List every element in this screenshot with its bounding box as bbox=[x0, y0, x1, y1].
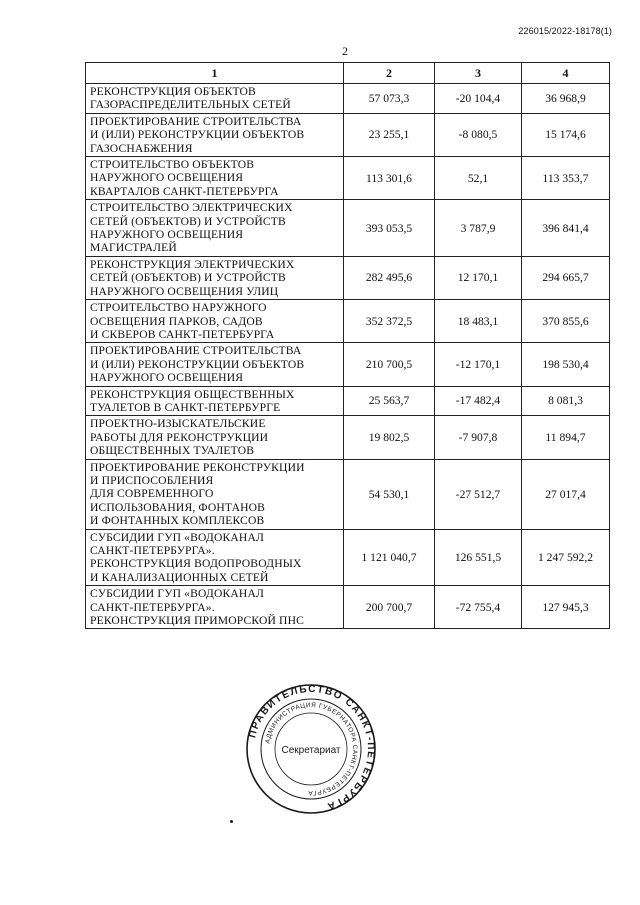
value-col-4: 36 968,9 bbox=[522, 84, 610, 114]
value-col-2: 352 372,5 bbox=[344, 300, 435, 343]
table-row bbox=[86, 529, 610, 586]
row-label: СУБСИДИИ ГУП «ВОДОКАНАЛ САНКТ-ПЕТЕРБУРГА». РЕКОНСТРУКЦИЯ ПРИМОРСКОЙ ПНС bbox=[86, 586, 344, 629]
value-col-4: 294 665,7 bbox=[522, 256, 610, 299]
seal-inner-text: АДМИНИСТРАЦИЯ ГУБЕРНАТОРА САНКТ-ПЕТЕРБУРГА bbox=[264, 701, 359, 797]
value-col-4: 1 247 592,2 bbox=[522, 529, 610, 586]
value-col-2: 54 530,1 bbox=[344, 459, 435, 529]
table-body bbox=[86, 84, 610, 629]
value-col-4: 198 530,4 bbox=[522, 343, 610, 386]
table-header-row bbox=[86, 63, 610, 84]
row-label: РЕКОНСТРУКЦИЯ ЭЛЕКТРИЧЕСКИХ СЕТЕЙ (ОБЪЕКТОВ) И УСТРОЙСТВ НАРУЖНОГО ОСВЕЩЕНИЯ УЛИЦ bbox=[86, 256, 344, 299]
document-id: 226015/2022-18178(1) bbox=[518, 26, 612, 36]
value-col-3: 12 170,1 bbox=[435, 256, 522, 299]
column-header: 2 bbox=[344, 63, 435, 84]
value-col-3: 126 551,5 bbox=[435, 529, 522, 586]
value-col-4: 27 017,4 bbox=[522, 459, 610, 529]
column-header: 3 bbox=[435, 63, 522, 84]
value-col-2: 1 121 040,7 bbox=[344, 529, 435, 586]
table-row bbox=[86, 256, 610, 299]
value-col-2: 25 563,7 bbox=[344, 386, 435, 416]
table-row bbox=[86, 157, 610, 200]
value-col-2: 57 073,3 bbox=[344, 84, 435, 114]
table-row bbox=[86, 343, 610, 386]
table-row bbox=[86, 113, 610, 156]
table-row bbox=[86, 84, 610, 114]
table-row bbox=[86, 459, 610, 529]
row-label: ПРОЕКТНО-ИЗЫСКАТЕЛЬСКИЕ РАБОТЫ ДЛЯ РЕКОНСТРУКЦИИ ОБЩЕСТВЕННЫХ ТУАЛЕТОВ bbox=[86, 416, 344, 459]
value-col-3: 18 483,1 bbox=[435, 300, 522, 343]
row-label: РЕКОНСТРУКЦИЯ ОБЪЕКТОВ ГАЗОРАСПРЕДЕЛИТЕЛЬНЫХ СЕТЕЙ bbox=[86, 84, 344, 114]
row-label: ПРОЕКТИРОВАНИЕ СТРОИТЕЛЬСТВА И (ИЛИ) РЕКОНСТРУКЦИИ ОБЪЕКТОВ ГАЗОСНАБЖЕНИЯ bbox=[86, 113, 344, 156]
value-col-4: 127 945,3 bbox=[522, 586, 610, 629]
row-label: ПРОЕКТИРОВАНИЕ СТРОИТЕЛЬСТВА И (ИЛИ) РЕКОНСТРУКЦИИ ОБЪЕКТОВ НАРУЖНОГО ОСВЕЩЕНИЯ bbox=[86, 343, 344, 386]
value-col-4: 8 081,3 bbox=[522, 386, 610, 416]
table-row bbox=[86, 386, 610, 416]
budget-table bbox=[85, 62, 610, 629]
stray-mark bbox=[230, 820, 233, 823]
row-label: СУБСИДИИ ГУП «ВОДОКАНАЛ САНКТ-ПЕТЕРБУРГА». РЕКОНСТРУКЦИЯ ВОДОПРОВОДНЫХ И КАНАЛИЗАЦИОННЫХ СЕТЕЙ bbox=[86, 529, 344, 586]
seal-outer-text: ПРАВИТЕЛЬСТВО САНКТ-ПЕТЕРБУРГА bbox=[247, 683, 377, 812]
column-header: 1 bbox=[86, 63, 344, 84]
value-col-2: 210 700,5 bbox=[344, 343, 435, 386]
value-col-2: 282 495,6 bbox=[344, 256, 435, 299]
value-col-4: 396 841,4 bbox=[522, 200, 610, 257]
value-col-4: 15 174,6 bbox=[522, 113, 610, 156]
value-col-4: 370 855,6 bbox=[522, 300, 610, 343]
value-col-4: 113 353,7 bbox=[522, 157, 610, 200]
table-row bbox=[86, 300, 610, 343]
value-col-2: 23 255,1 bbox=[344, 113, 435, 156]
column-header: 4 bbox=[522, 63, 610, 84]
value-col-2: 113 301,6 bbox=[344, 157, 435, 200]
value-col-3: -27 512,7 bbox=[435, 459, 522, 529]
row-label: РЕКОНСТРУКЦИЯ ОБЩЕСТВЕННЫХ ТУАЛЕТОВ В САНКТ-ПЕТЕРБУРГЕ bbox=[86, 386, 344, 416]
official-seal bbox=[245, 683, 377, 815]
row-label: СТРОИТЕЛЬСТВО ЭЛЕКТРИЧЕСКИХ СЕТЕЙ (ОБЪЕКТОВ) И УСТРОЙСТВ НАРУЖНОГО ОСВЕЩЕНИЯ МАГИСТРАЛЕЙ bbox=[86, 200, 344, 257]
row-label: СТРОИТЕЛЬСТВО НАРУЖНОГО ОСВЕЩЕНИЯ ПАРКОВ, САДОВ И СКВЕРОВ САНКТ-ПЕТЕРБУРГА bbox=[86, 300, 344, 343]
row-label: СТРОИТЕЛЬСТВО ОБЪЕКТОВ НАРУЖНОГО ОСВЕЩЕНИЯ КВАРТАЛОВ САНКТ-ПЕТЕРБУРГА bbox=[86, 157, 344, 200]
value-col-2: 19 802,5 bbox=[344, 416, 435, 459]
table-row bbox=[86, 586, 610, 629]
value-col-2: 393 053,5 bbox=[344, 200, 435, 257]
value-col-3: -17 482,4 bbox=[435, 386, 522, 416]
table-row bbox=[86, 416, 610, 459]
value-col-3: 3 787,9 bbox=[435, 200, 522, 257]
value-col-2: 200 700,7 bbox=[344, 586, 435, 629]
table-row bbox=[86, 200, 610, 257]
value-col-3: 52,1 bbox=[435, 157, 522, 200]
value-col-3: -72 755,4 bbox=[435, 586, 522, 629]
page-number: 2 bbox=[342, 44, 348, 58]
value-col-3: -8 080,5 bbox=[435, 113, 522, 156]
seal-center-text: Секретариат bbox=[281, 745, 341, 756]
value-col-3: -12 170,1 bbox=[435, 343, 522, 386]
value-col-4: 11 894,7 bbox=[522, 416, 610, 459]
value-col-3: -20 104,4 bbox=[435, 84, 522, 114]
row-label: ПРОЕКТИРОВАНИЕ РЕКОНСТРУКЦИИ И ПРИСПОСОБЛЕНИЯ ДЛЯ СОВРЕМЕННОГО ИСПОЛЬЗОВАНИЯ, ФОНТАНОВ И ФОНТАННЫХ КОМПЛЕКСОВ bbox=[86, 459, 344, 529]
value-col-3: -7 907,8 bbox=[435, 416, 522, 459]
